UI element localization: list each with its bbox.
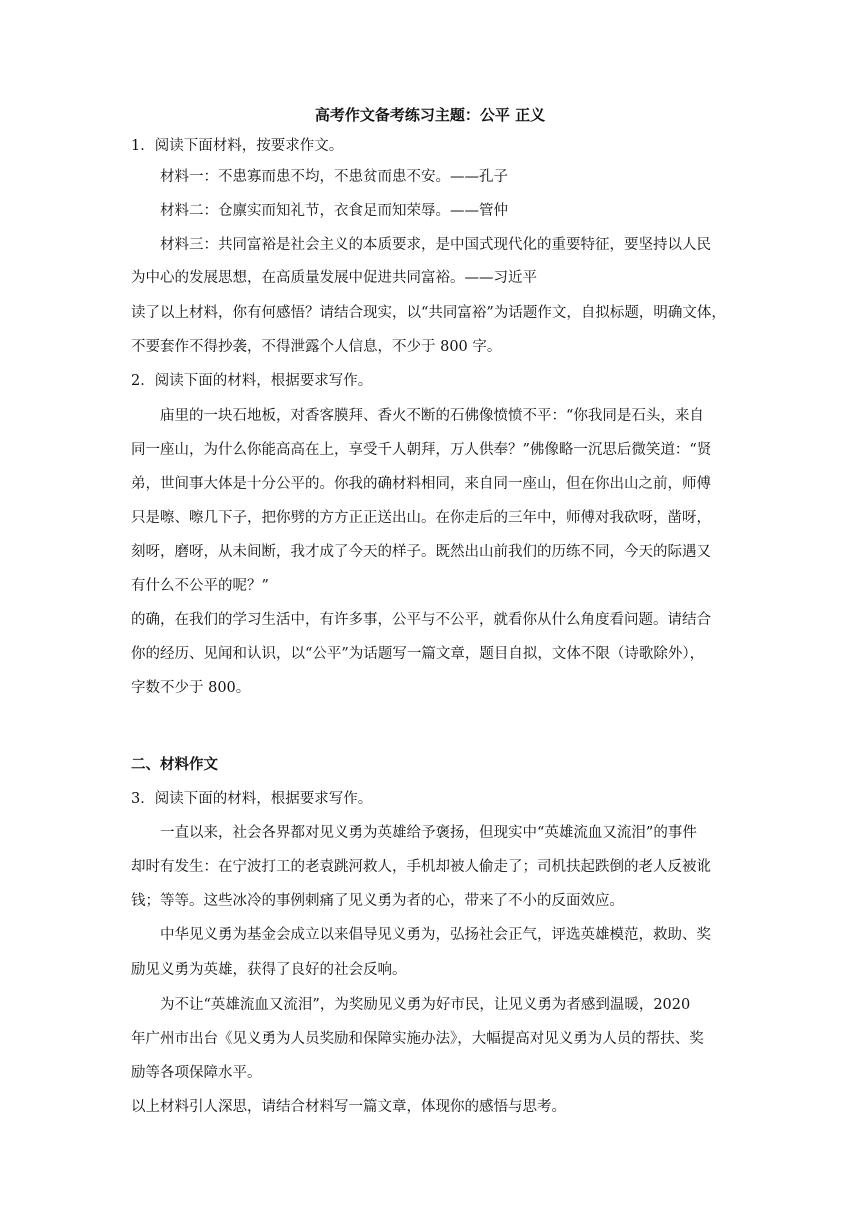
q2-passage-line1: 庙里的一块石地板，对香客膜拜、香火不断的石佛像愤愤不平：“你我同是石头，来自 [160,408,704,424]
q2-passage-line5: 刻呀，磨呀，从未间断，我才成了今天的样子。既然出山前我们的历练不同，今天的际遇又 [131,544,711,560]
q1-material-2: 材料二：仓廪实而知礼节，衣食足而知荣辱。——管仲 [160,203,508,219]
q3-para3-line2: 年广州市出台《见义勇为人员奖励和保障实施办法》，大幅提高对见义勇为人员的帮扶、奖 [131,1031,704,1047]
q2-passage-line4: 只是嚓、嚓几下子，把你劈的方方正正送出山。在你走后的三年中，师傅对我砍呀，凿呀， [131,510,711,526]
q2-requirement-line1: 的确，在我们的学习生活中，有许多事，公平与不公平，就看你从什么角度看问题。请结合 [131,612,711,628]
q2-prompt: 2．阅读下面的材料，根据要求写作。 [131,373,373,389]
q1-requirement-line2: 不要套作不得抄袭，不得泄露个人信息，不少于 800 字。 [131,339,502,355]
q1-prompt: 1．阅读下面材料，按要求作文。 [131,138,344,154]
q3-para3-line3: 励等各项保障水平。 [131,1065,262,1081]
q3-para1-line1: 一直以来，社会各界都对见义勇为英雄给予褒扬，但现实中“英雄流血又流泪”的事件 [160,825,697,841]
q3-prompt: 3．阅读下面的材料，根据要求写作。 [131,791,373,807]
section-heading: 二、材料作文 [131,756,218,773]
q1-material-3-line1: 材料三：共同富裕是社会主义的本质要求，是中国式现代化的重要特征，要坚持以人民 [160,237,711,253]
q1-material-3-line2: 为中心的发展思想，在高质量发展中促进共同富裕。——习近平 [131,270,537,286]
q3-requirement: 以上材料引人深思，请结合材料写一篇文章，体现你的感悟与思考。 [131,1099,566,1115]
q2-passage-line6: 有什么不公平的呢？” [131,578,269,594]
q3-para3-line1: 为不让“英雄流血又流泪”，为奖励见义勇为好市民，让见义勇为者感到温暖，2020 [160,997,691,1013]
q3-para1-line2: 却时有发生：在宁波打工的老袁跳河救人，手机却被人偷走了；司机扶起跌倒的老人反被讹 [131,859,711,875]
q2-requirement-line2: 你的经历、见闻和认识，以“公平”为话题写一篇文章，题目自拟，文体不限（诗歌除外）， [131,646,705,662]
q3-para1-line3: 钱；等等。这些冰冷的事例刺痛了见义勇为者的心，带来了不小的反面效应。 [131,893,624,909]
q2-passage-line3: 弟，世间事大体是十分公平的。你我的确材料相同，来自同一座山，但在你出山之前，师傅 [131,476,711,492]
q1-material-1: 材料一：不患寡而患不均，不患贫而患不安。——孔子 [160,169,508,185]
q2-passage-line2: 同一座山，为什么你能高高在上，享受千人朝拜，万人供奉？”佛像略一沉思后微笑道：“贤 [131,442,712,458]
q2-requirement-line3: 字数不少于 800。 [131,680,251,696]
q3-para2-line2: 励见义勇为英雄，获得了良好的社会反响。 [131,962,407,978]
document-title: 高考作文备考练习主题：公平 正义 [314,106,546,124]
q1-requirement-line1: 读了以上材料，你有何感悟？请结合现实，以“共同富裕”为话题作文，自拟标题，明确文体， [131,305,726,321]
q3-para2-line1: 中华见义勇为基金会成立以来倡导见义勇为，弘扬社会正气，评选英雄模范，救助、奖 [160,927,711,943]
